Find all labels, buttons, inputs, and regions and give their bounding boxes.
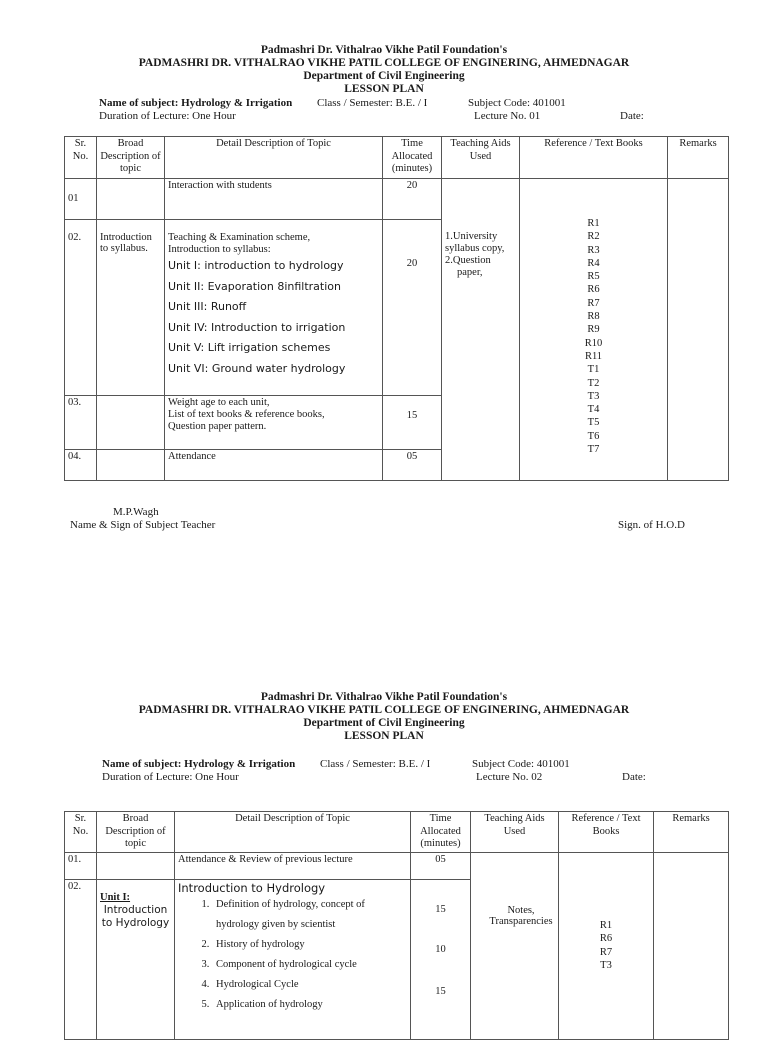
reference-item: R5 bbox=[587, 271, 600, 283]
sr-cell: 03. bbox=[65, 396, 97, 450]
detail-cell bbox=[175, 880, 411, 1040]
col-sr-no: Sr. No. bbox=[65, 812, 97, 853]
col-detail-description: Detail Description of Topic bbox=[175, 812, 411, 853]
sr-cell: 04. bbox=[65, 450, 97, 481]
unit-line: Unit II: Evaporation 8infiltration bbox=[168, 279, 341, 293]
reference-item: R6 bbox=[587, 284, 600, 296]
lecture-number: Lecture No. 01 bbox=[474, 110, 541, 122]
aid-line: paper, bbox=[457, 267, 483, 278]
subject-name: Name of subject: Hydrology & Irrigation bbox=[99, 97, 293, 109]
broad-cell bbox=[97, 396, 165, 450]
lecture-number: Lecture No. 02 bbox=[476, 771, 543, 783]
time-cell: 05 bbox=[383, 450, 442, 481]
topic-item: 4. Hydrological Cycle bbox=[212, 975, 407, 995]
time-cell: 15 bbox=[383, 396, 442, 450]
date-label: Date: bbox=[622, 771, 646, 783]
reference-item: R8 bbox=[587, 311, 600, 323]
table-row bbox=[65, 853, 729, 880]
detail-cell: Weight age to each unit, List of text books & reference books, Question paper pattern. bbox=[165, 396, 383, 450]
reference-item: R2 bbox=[587, 231, 600, 243]
time-cell bbox=[411, 880, 471, 1040]
date-label: Date: bbox=[620, 110, 644, 122]
topic-item: 5. Application of hydrology bbox=[212, 995, 407, 1015]
broad-cell bbox=[97, 450, 165, 481]
col-time-allocated: Time Allocated (minutes) bbox=[383, 137, 442, 179]
col-teaching-aids: Teaching Aids Used bbox=[442, 137, 520, 179]
remarks-cell bbox=[654, 853, 729, 1040]
topic-item: 2. History of hydrology bbox=[212, 935, 407, 955]
unit-line: Unit V: Lift irrigation schemes bbox=[168, 341, 331, 354]
broad-cell bbox=[97, 179, 165, 220]
lesson-plan-1 bbox=[0, 44, 768, 96]
col-broad-description: Broad Description of topic bbox=[97, 812, 175, 853]
reference-item: R10 bbox=[584, 337, 603, 349]
hod-sign-label: Sign. of H.O.D bbox=[618, 519, 685, 531]
table-row bbox=[65, 179, 729, 220]
reference-item: R9 bbox=[587, 324, 600, 336]
sr-cell: 01 bbox=[65, 179, 97, 220]
reference-list bbox=[523, 217, 664, 456]
unit-line: Unit I: introduction to hydrology bbox=[168, 259, 344, 272]
aid-line: syllabus copy, bbox=[445, 243, 505, 254]
reference-item: R11 bbox=[584, 350, 603, 362]
remarks-cell bbox=[668, 179, 729, 481]
document-title: LESSON PLAN bbox=[344, 83, 424, 95]
topic-list bbox=[178, 895, 407, 1015]
reference-item: T2 bbox=[587, 377, 600, 389]
sr-cell: 01. bbox=[65, 853, 97, 880]
unit-line: Unit IV: Introduction to irrigation bbox=[168, 320, 346, 334]
sr-cell: 02. bbox=[65, 880, 97, 1040]
reference-item: R1 bbox=[587, 218, 600, 229]
foundation-name: Padmashri Dr. Vithalrao Vikhe Patil Foundation's bbox=[260, 691, 508, 703]
col-time-allocated: Time Allocated (minutes) bbox=[411, 812, 471, 853]
col-sr-no: Sr. No. bbox=[65, 137, 97, 179]
reference-item: T7 bbox=[587, 444, 600, 456]
reference-item: T5 bbox=[587, 417, 600, 429]
time-cell: 05 bbox=[411, 853, 471, 880]
col-detail-description: Detail Description of Topic bbox=[165, 137, 383, 179]
detail-cell: Attendance bbox=[165, 450, 383, 481]
unit-list bbox=[168, 256, 379, 379]
reference-list bbox=[562, 919, 650, 972]
topic-item: 3. Component of hydrological cycle bbox=[212, 955, 407, 975]
detail-cell: Interaction with students bbox=[165, 179, 383, 220]
lesson-plan-2-table bbox=[64, 811, 729, 1040]
time-value: 10 bbox=[435, 944, 446, 955]
lecture-duration: Duration of Lecture: One Hour bbox=[102, 771, 239, 783]
college-name: PADMASHRI DR. VITHALRAO VIKHE PATIL COLLEGE OF ENGINERING, AHMEDNAGAR bbox=[138, 704, 630, 716]
broad-cell bbox=[97, 853, 175, 880]
reference-item: T3 bbox=[600, 959, 612, 971]
col-reference-books: Reference / Text Books bbox=[559, 812, 654, 853]
col-remarks: Remarks bbox=[654, 812, 729, 853]
reference-item: T1 bbox=[587, 364, 600, 376]
lesson-plan-1-table bbox=[64, 136, 729, 481]
teaching-aids-cell bbox=[442, 179, 520, 481]
reference-item: R3 bbox=[587, 244, 600, 256]
references-cell bbox=[520, 179, 668, 481]
teacher-name: M.P.Wagh bbox=[113, 506, 159, 518]
time-cell: 20 bbox=[383, 220, 442, 396]
reference-item: R6 bbox=[599, 933, 613, 945]
unit-name: Introduction to Hydrology bbox=[101, 904, 170, 929]
broad-cell: Introduction to syllabus. bbox=[97, 220, 165, 396]
reference-item: R4 bbox=[587, 257, 600, 269]
reference-item: R1 bbox=[599, 920, 613, 931]
subject-name: Name of subject: Hydrology & Irrigation bbox=[102, 758, 296, 770]
department-name: Department of Civil Engineering bbox=[303, 717, 465, 729]
college-name: PADMASHRI DR. VITHALRAO VIKHE PATIL COLLEGE OF ENGINERING, AHMEDNAGAR bbox=[138, 57, 630, 69]
reference-item: R7 bbox=[587, 297, 600, 309]
time-value: 15 bbox=[435, 904, 446, 915]
broad-cell bbox=[97, 880, 175, 1040]
unit-line: Unit VI: Ground water hydrology bbox=[168, 361, 346, 375]
class-semester: Class / Semester: B.E. / I bbox=[317, 97, 428, 109]
sr-cell: 02. bbox=[65, 220, 97, 396]
teacher-sign-label: Name & Sign of Subject Teacher bbox=[70, 519, 216, 531]
foundation-name: Padmashri Dr. Vithalrao Vikhe Patil Foundation's bbox=[260, 44, 508, 56]
reference-item: R7 bbox=[599, 946, 613, 958]
detail-cell: Attendance & Review of previous lecture bbox=[175, 853, 411, 880]
reference-item: T3 bbox=[587, 390, 600, 402]
class-semester: Class / Semester: B.E. / I bbox=[320, 758, 431, 770]
references-cell bbox=[559, 853, 654, 1040]
lecture-duration: Duration of Lecture: One Hour bbox=[99, 110, 236, 122]
aid-line: 1.University bbox=[445, 231, 498, 242]
subject-code: Subject Code: 401001 bbox=[468, 97, 566, 109]
topic-item: 1. Definition of hydrology, concept of hydrology given by scientist bbox=[212, 895, 407, 935]
detail-heading: Introduction to Hydrology bbox=[178, 881, 326, 895]
time-value: 15 bbox=[435, 986, 446, 997]
aid-line: 2.Question bbox=[445, 255, 491, 266]
col-remarks: Remarks bbox=[668, 137, 729, 179]
unit-label: Unit I: bbox=[100, 892, 131, 903]
col-teaching-aids: Teaching Aids Used bbox=[471, 812, 559, 853]
department-name: Department of Civil Engineering bbox=[303, 70, 465, 82]
col-reference-books: Reference / Text Books bbox=[520, 137, 668, 179]
document-title: LESSON PLAN bbox=[344, 730, 424, 742]
reference-item: T4 bbox=[587, 404, 600, 416]
detail-cell: Teaching & Examination scheme, Introduction to syllabus: Unit I: introduction to hydrology Unit II: Evaporation 8infiltration Unit III: Runoff Unit IV: Introduction to irrigation Unit V: Lift irrigation schemes Unit VI: Ground water hydrology bbox=[165, 220, 383, 396]
col-broad-description: Broad Description of topic bbox=[97, 137, 165, 179]
lesson-plan-2 bbox=[0, 691, 768, 743]
subject-code: Subject Code: 401001 bbox=[472, 758, 570, 770]
time-cell: 20 bbox=[383, 179, 442, 220]
teaching-aids-cell: Notes, Transparencies bbox=[471, 853, 559, 1040]
reference-item: T6 bbox=[587, 430, 600, 442]
unit-line: Unit III: Runoff bbox=[168, 300, 247, 313]
